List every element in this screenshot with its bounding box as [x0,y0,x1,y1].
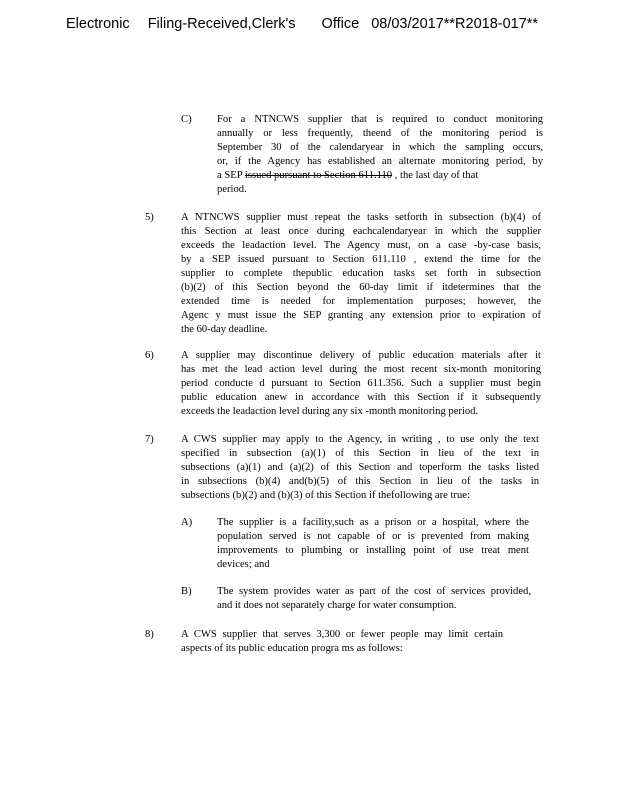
text-line: period conducte d pursuant to Section 611.356. Such a supplier must begin [181,378,541,389]
text-line: by a SEP issued pursuant to Section 611.110 , extend the time for the [181,254,541,265]
label-7: 7) [145,434,154,445]
text-line: public education anew in accordance with this Section if it subsequently [181,392,541,403]
text-line: or, if the Agency has established an alternate monitoring period, by [217,156,543,167]
text-fragment: , the last day of that [392,170,479,181]
text-line: improvements to plumbing or installing point of use treat ment [217,545,529,556]
text-line: period. [217,184,247,195]
text-line: the 60-day deadline. [181,324,268,335]
subsection-c-text [217,113,543,197]
header-office: Office [321,16,360,32]
subsection-5-text [181,211,541,337]
label-7-b: B) [181,586,192,597]
label-6: 6) [145,350,154,361]
label-c: C) [181,114,192,125]
text-line: Agenc y must issue the SEP granting any extension prior to expiration of [181,310,541,321]
header-electronic: Electronic [66,16,130,32]
text-line: (b)(2) of this Section beyond the 60-day limit if itdetermines that the [181,282,541,293]
label-8: 8) [145,629,154,640]
text-line: A supplier may discontinue delivery of public education materials after it [181,350,541,361]
text-line-with-strike [217,169,543,183]
text-line: subsections (b)(2) and (b)(3) of this Section if thefollowing are true: [181,490,470,501]
text-fragment: a SEP [217,170,245,181]
text-line: exceeds the leadaction level during any six -month monitoring period. [181,406,479,417]
text-line: population served is not capable of or is prevented from making [217,531,529,542]
text-line: For a NTNCWS supplier that is required to conduct monitoring [217,114,543,125]
text-line: The system provides water as part of the cost of services provided, [217,586,531,597]
text-line: aspects of its public education progra ms as follows: [181,643,403,654]
subsection-6-text [181,349,541,419]
text-line: specified in subsection (a)(1) of this Section in lieu of the text in [181,448,539,459]
subsection-7-text [181,433,539,503]
text-line: extended time is needed for implementation purposes; however, the [181,296,541,307]
text-line: in subsections (b)(4) and(b)(5) of this Section in lieu of the tasks in [181,476,539,487]
text-line: The supplier is a facility,such as a prison or a hospital, where the [217,517,529,528]
text-line: A NTNCWS supplier must repeat the tasks setforth in subsection (b)(4) of [181,212,541,223]
text-line: has met the lead action level during the most recent six-month monitoring [181,364,541,375]
text-line: supplier to complete thepublic education tasks set forth in subsection [181,268,541,279]
text-line: devices; and [217,559,270,570]
text-line: A CWS supplier that serves 3,300 or fewer people may limit certain [181,629,503,640]
text-line: this Section at least once during eachcalendaryear in which the supplier [181,226,541,237]
text-line: A CWS supplier may apply to the Agency, in writing , to use only the text [181,434,539,445]
header-date-docket: 08/03/2017**R2018-017** [371,16,539,32]
text-line: September 30 of the calendaryear in which the sampling occurs, [217,142,543,153]
text-line: exceeds the leadaction level. The Agency must, on a case -by-case basis, [181,240,541,251]
text-line: subsections (a)(1) and (a)(2) of this Section and toperform the tasks listed [181,462,539,473]
struck-text: issued pursuant to Section 611.110 [244,170,393,181]
subsection-7-b-text [217,585,531,613]
header-filing-received: Filing-Received,Clerk's [147,16,296,32]
subsection-7-a-text [217,516,529,572]
label-5: 5) [145,212,154,223]
subsection-8-text [181,628,503,656]
label-7-a: A) [181,517,193,528]
text-line: annually or less frequently, theend of the monitoring period is [217,128,543,139]
filing-header [66,16,538,32]
text-line: and it does not separately charge for water consumption. [217,600,457,611]
